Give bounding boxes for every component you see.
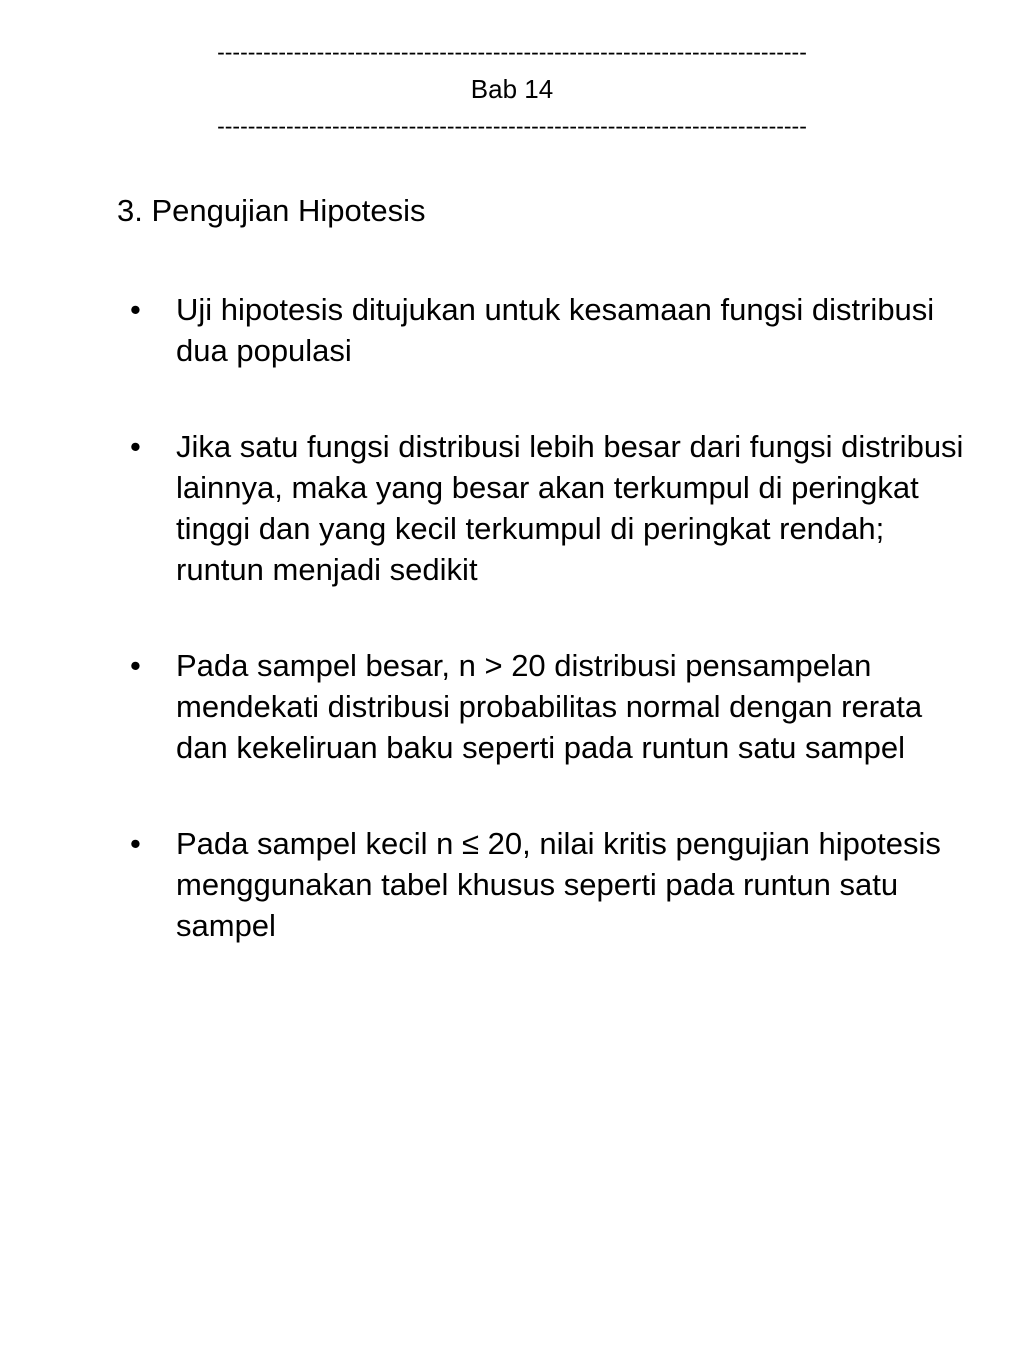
chapter-label: Bab 14 — [470, 74, 554, 104]
bullet-text: Pada sampel kecil n ≤ 20, nilai kritis pengujian hipotesis menggunakan tabel khusus seperti pada runtun satu sampel — [176, 826, 941, 943]
bullet-text: Jika satu fungsi distribusi lebih besar dari fungsi distribusi lainnya, maka yang besar akan terkumpul di peringkat tinggi dan yang kecil terkumpul di peringkat rendah; runtun menjadi sedikit — [176, 429, 964, 587]
bullet-item — [0, 426, 1024, 590]
bullet-marker: • — [130, 429, 141, 464]
bullet-text: Pada sampel besar, n > 20 distribusi pensampelan mendekati distribusi probabilitas normal dengan rerata dan kekeliruan baku seperti pada runtun satu sampel — [176, 648, 923, 765]
bullet-marker: • — [130, 826, 141, 861]
section-title: 3. Pengujian Hipotesis — [117, 193, 426, 228]
bullet-item — [0, 289, 1024, 371]
bullet-item — [0, 645, 1024, 768]
bullet-marker: • — [130, 292, 141, 327]
chapter-header — [0, 34, 1024, 144]
bullet-text: Uji hipotesis ditujukan untuk kesamaan fungsi distribusi dua populasi — [176, 292, 935, 368]
bullet-marker: • — [130, 648, 141, 683]
header-bottom-rule: ----------------------------------------------------------------------------- — [217, 113, 807, 139]
bullet-item — [0, 823, 1024, 946]
header-top-rule: ----------------------------------------------------------------------------- — [217, 39, 807, 65]
bullet-list — [0, 289, 1024, 1001]
